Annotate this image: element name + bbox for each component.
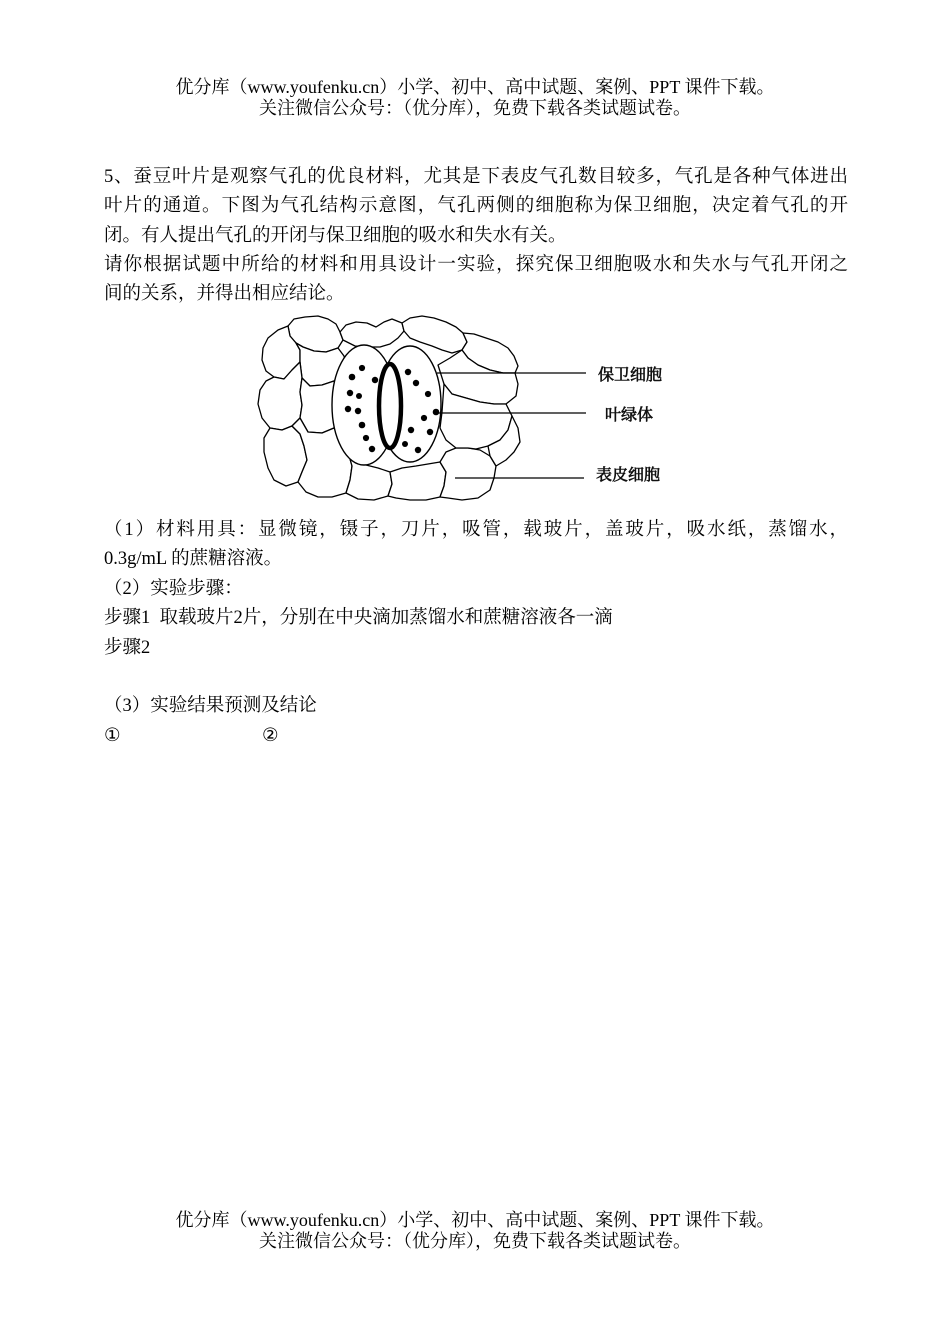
question-intro-line-3: 闭。有人提出气孔的开闭与保卫细胞的吸水和失水有关。 — [104, 225, 567, 246]
question-5-text — [104, 163, 848, 309]
chloroplast-dot — [369, 446, 375, 452]
blank-answer-space — [104, 663, 848, 692]
question-task-line-1: 请你根据试题中所给的材料和用具设计一实验，探究保卫细胞吸水和失水与气孔开闭之 — [104, 254, 848, 275]
footer-line-wechat: 关注微信公众号：（优分库），免费下载各类试题试卷。 — [259, 1231, 691, 1251]
guard-cell-label: 保卫细胞 — [598, 365, 663, 384]
chloroplast-dot — [345, 406, 351, 412]
result-marker-1: ① — [104, 725, 121, 746]
chloroplast-dot — [408, 427, 414, 433]
chloroplast-dot — [402, 441, 408, 447]
result-marker-2: ② — [262, 725, 279, 746]
chloroplast-label: 叶绿体 — [605, 405, 654, 424]
epidermal-cell — [440, 448, 496, 500]
chloroplast-dot — [356, 393, 362, 399]
epidermal-cell-label: 表皮细胞 — [596, 465, 661, 484]
chloroplast-dot — [433, 409, 440, 416]
chloroplast-dot — [359, 422, 366, 429]
page-header — [0, 77, 950, 119]
materials-line-1: （1）材料用具：显微镜，镊子，刀片，吸管，载玻片，盖玻片，吸水纸，蒸馏水， — [104, 520, 848, 540]
chloroplast-dot — [427, 429, 433, 435]
chloroplast-dot — [372, 377, 378, 383]
stoma — [332, 345, 441, 465]
materials-line-2: 0.3g/mL 的蔗糖溶液。 — [104, 549, 283, 570]
header-line-wechat: 关注微信公众号：（优分库），免费下载各类试题试卷。 — [259, 98, 691, 118]
question-task-line-2: 间的关系，并得出相应结论。 — [104, 284, 345, 305]
stomata-structure-diagram — [255, 312, 685, 504]
results-markers — [104, 722, 848, 751]
chloroplast-dot — [421, 415, 427, 421]
chloroplast-dot — [347, 390, 353, 396]
question-intro-line-1: 5、蚕豆叶片是观察气孔的优良材料，尤其是下表皮气孔数目较多，气孔是各种气体进出 — [104, 167, 848, 187]
chloroplast-dot — [413, 380, 419, 386]
footer-line-site: 优分库（www.youfenku.cn）小学、初中、高中试题、案例、PPT 课件下载。 — [175, 1210, 775, 1230]
stoma-pore — [379, 364, 401, 448]
epidermal-cell — [340, 319, 404, 347]
question-intro-line-2: 叶片的通道。下图为气孔结构示意图，气孔两侧的细胞称为保卫细胞，决定着气孔的开 — [104, 196, 848, 217]
question-parts — [104, 516, 848, 751]
chloroplast-dot — [425, 391, 431, 397]
chloroplast-dot — [355, 408, 361, 414]
header-line-site: 优分库（www.youfenku.cn）小学、初中、高中试题、案例、PPT 课件下载。 — [175, 77, 775, 97]
chloroplast-dot — [363, 435, 369, 441]
results-heading: （3）实验结果预测及结论 — [104, 696, 317, 717]
chloroplast-dot — [359, 365, 365, 371]
page-footer — [0, 1210, 950, 1252]
steps-heading: （2）实验步骤： — [104, 578, 243, 599]
chloroplast-dot — [415, 447, 421, 453]
step-2: 步骤2 — [104, 637, 151, 658]
epidermal-cell — [388, 462, 446, 500]
chloroplast-dot — [349, 374, 356, 381]
step-1: 步骤1 取载玻片2片，分别在中央滴加蒸馏水和蔗糖溶液各一滴 — [104, 608, 613, 629]
chloroplast-dot — [405, 369, 411, 375]
